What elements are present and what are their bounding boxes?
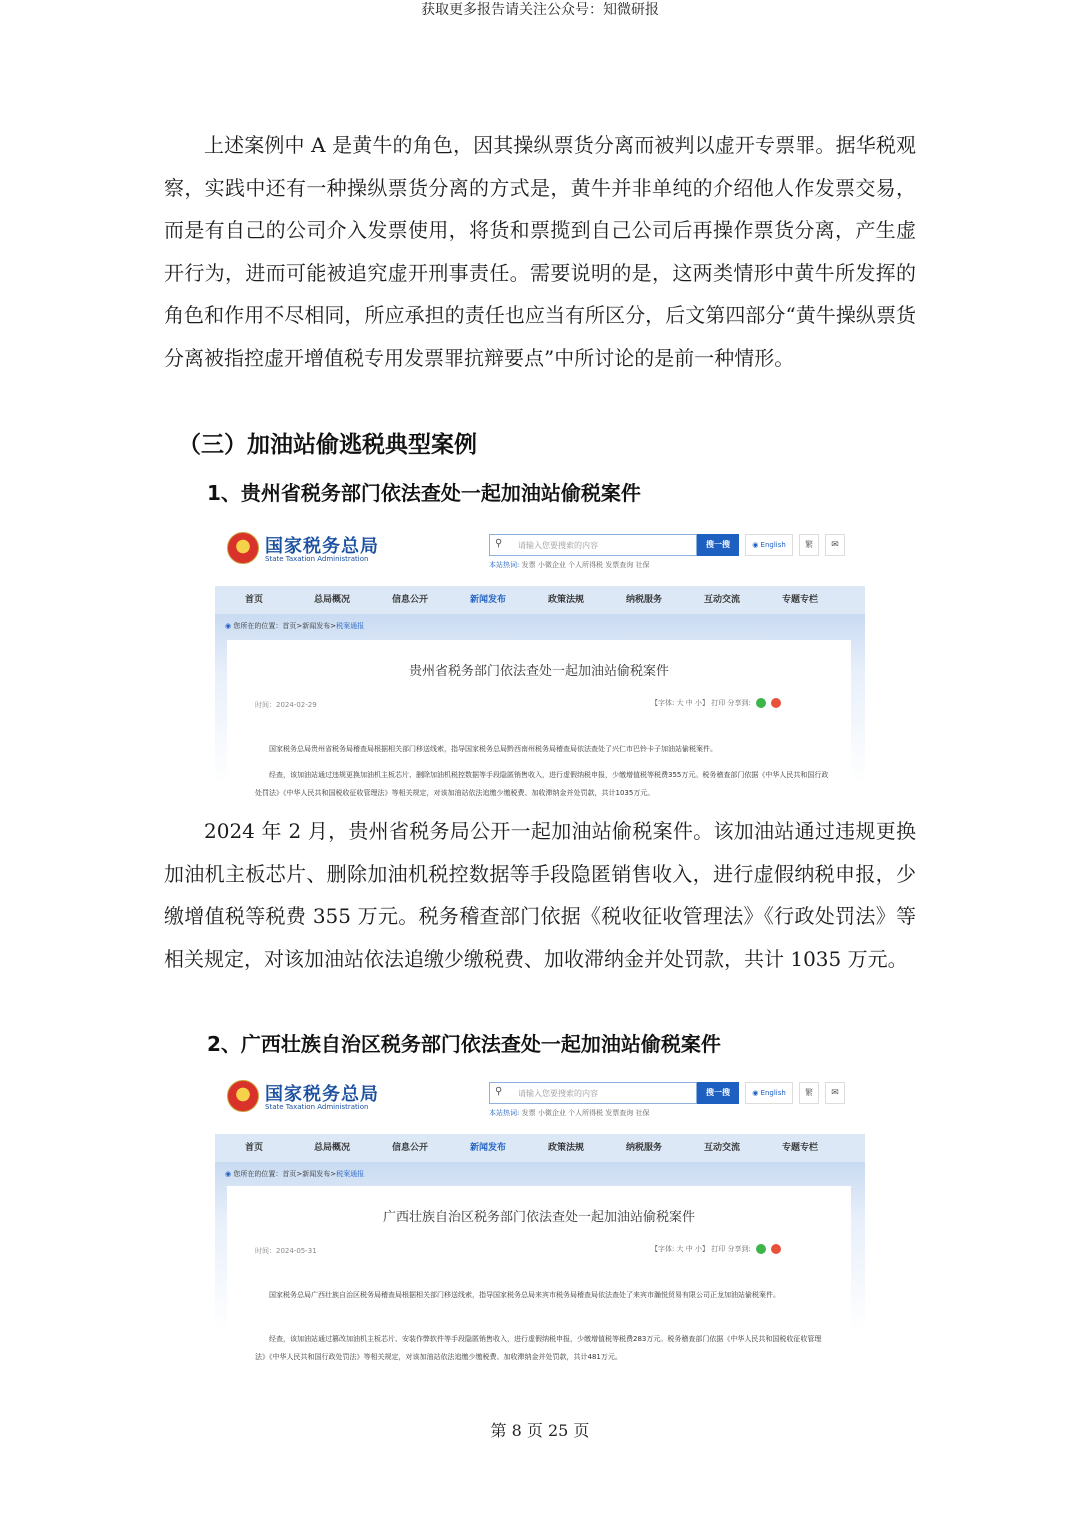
case-1-summary: 2024 年 2 月，贵州省税务局公开一起加油站偷税案件。该加油站通过违规更换加油机主板芯片、删除加油机税控数据等手段隐匿销售收入，进行虚假纳税申报，少缴增值税等税费 355 万元。税务稽查部门依据《税收征收管理法》《行政处罚法》等相关规定，对该加油站依法追缴少缴税费、加收滞纳金并处罚款，共计 1035 万元。	[164, 819, 916, 971]
hot-words	[489, 560, 650, 570]
breadcrumb-current[interactable]: 税案通报	[336, 1170, 365, 1178]
nav-item-disclosure[interactable]: 信息公开	[391, 1143, 428, 1153]
wechat-share-icon[interactable]	[756, 1244, 766, 1254]
article-paragraph-1: 国家税务总局广西壮族自治区税务局稽查局根据相关部门移送线索，指导国家税务总局来宾市税务局稽查局依法查处了来宾市瀚悦贸易有限公司正龙加油站偷税案件。	[269, 1291, 780, 1299]
national-emblem-icon	[227, 532, 259, 564]
article-tools	[651, 1244, 781, 1254]
case-1-heading: 1、贵州省税务部门依法查处一起加油站偷税案件	[207, 481, 641, 505]
font-size-and-print[interactable]: 【字体: 大 中 小】 打印 分享到:	[651, 699, 751, 707]
top-banner: 获取更多报告请关注公众号：知微研报	[421, 2, 659, 18]
hot-words-label: 本站热词:	[489, 1109, 520, 1117]
page-number: 第 8 页 25 页	[490, 1421, 590, 1440]
breadcrumb-prefix: 您所在的位置：	[233, 622, 283, 630]
english-label: English	[760, 541, 786, 549]
nav-item-topics[interactable]: 专题专栏	[781, 1143, 818, 1153]
search-button[interactable]: 搜一搜	[697, 534, 739, 556]
traditional-chinese-button[interactable]: 繁	[799, 534, 819, 556]
article-title: 广西壮族自治区税务部门依法查处一起加油站偷税案件	[382, 1210, 695, 1225]
nav-item-news[interactable]: 新闻发布	[469, 1143, 506, 1153]
paragraph-1: 上述案例中 A 是黄牛的角色，因其操纵票货分离而被判以虚开专票罪。据华税观察，实践中还有一种操纵票货分离的方式是，黄牛并非单纯的介绍他人作发票交易，而是有自己的公司介入发票使用，将货和票揽到自己公司后再操作票货分离，产生虚开行为，进而可能被追究虚开刑事责任。需要说明的是，这两类情形中黄牛所发挥的角色和作用不尽相同，所应承担的责任也应当有所区分，后文第四部分“黄牛操纵票货分离被指控虚开增值税专用发票罪抗辩要点”中所讨论的是前一种情形。	[164, 133, 916, 370]
article-paragraph-1: 国家税务总局贵州省税务局稽查局根据相关部门移送线索，指导国家税务总局黔西南州税务局稽查局依法查处了兴仁市巴铃卡子加油站偷税案件。	[269, 745, 717, 753]
article-date: 时间：2024-02-29	[255, 701, 317, 709]
national-emblem-icon	[227, 1080, 259, 1112]
location-pin-icon: ◉	[225, 1170, 232, 1178]
english-button[interactable]	[745, 534, 793, 556]
case-2-screenshot	[215, 1072, 865, 1370]
globe-icon: ◉	[752, 541, 759, 549]
site-logo-english: State Taxation Administration	[265, 555, 369, 563]
case-1-screenshot	[215, 524, 865, 802]
globe-icon: ◉	[752, 1089, 759, 1097]
article-tools	[651, 698, 781, 708]
site-logo[interactable]: 国家税务总局	[265, 1084, 379, 1105]
breadcrumb	[225, 1169, 364, 1179]
main-nav	[215, 586, 865, 614]
section-heading: （三）加油站偷逃税典型案例	[178, 432, 477, 458]
nav-item-disclosure[interactable]: 信息公开	[391, 595, 428, 605]
search-placeholder: 请输入您要搜索的内容	[518, 1089, 598, 1098]
article-paragraph-2: 经查，该加油站通过篡改加油机主板芯片、安装作弊软件等手段隐匿销售收入，进行虚假纳税申报，少缴增值税等税费283万元。税务稽查部门依据《中华人民共和国税收征收管理法》《中华人民共和国行政处罚法》等相关规定，对该加油站依法追缴少缴税费、加收滞纳金并处罚款，共计481万元。	[255, 1335, 822, 1361]
breadcrumb-current[interactable]: 税案通报	[336, 622, 365, 630]
article-date: 时间：2024-05-31	[255, 1247, 317, 1255]
site-header	[215, 524, 865, 586]
breadcrumb	[225, 621, 364, 631]
traditional-chinese-button[interactable]: 繁	[799, 1082, 819, 1104]
search-placeholder: 请输入您要搜索的内容	[518, 541, 598, 550]
weibo-share-icon[interactable]	[771, 698, 781, 708]
mail-icon[interactable]: ✉	[825, 1082, 845, 1104]
weibo-share-icon[interactable]	[771, 1244, 781, 1254]
nav-item-policy[interactable]: 政策法规	[547, 1143, 584, 1153]
search-button[interactable]: 搜一搜	[697, 1082, 739, 1104]
nav-item-topics[interactable]: 专题专栏	[781, 595, 818, 605]
mail-icon[interactable]: ✉	[825, 534, 845, 556]
main-nav	[215, 1134, 865, 1162]
location-pin-icon: ◉	[225, 622, 232, 630]
article-card	[227, 1186, 851, 1370]
article-card	[227, 640, 851, 802]
search-input[interactable]	[489, 1082, 697, 1104]
breadcrumb-prefix: 您所在的位置：	[233, 1170, 283, 1178]
font-size-and-print[interactable]: 【字体: 大 中 小】 打印 分享到:	[651, 1245, 751, 1253]
breadcrumb-path[interactable]: 首页>新闻发布>	[282, 622, 337, 630]
hot-words-label: 本站热词:	[489, 561, 520, 569]
nav-item-interaction[interactable]: 互动交流	[703, 595, 740, 605]
search-icon: ⚲	[495, 1086, 503, 1097]
nav-item-overview[interactable]: 总局概况	[313, 1143, 350, 1153]
nav-item-service[interactable]: 纳税服务	[625, 595, 662, 605]
nav-item-home[interactable]: 首页	[244, 595, 263, 605]
hot-words	[489, 1108, 650, 1118]
hot-words-list[interactable]: 发票 小微企业 个人所得税 发票查询 社保	[521, 1109, 650, 1117]
hot-words-list[interactable]: 发票 小微企业 个人所得税 发票查询 社保	[521, 561, 650, 569]
nav-item-home[interactable]: 首页	[244, 1143, 263, 1153]
nav-item-service[interactable]: 纳税服务	[625, 1143, 662, 1153]
case-2-heading: 2、广西壮族自治区税务部门依法查处一起加油站偷税案件	[207, 1032, 721, 1056]
site-logo[interactable]: 国家税务总局	[265, 536, 379, 557]
english-button[interactable]	[745, 1082, 793, 1104]
search-icon: ⚲	[495, 538, 503, 549]
article-title: 贵州省税务部门依法查处一起加油站偷税案件	[408, 664, 669, 679]
article-paragraph-2: 经查，该加油站通过违规更换加油机主板芯片、删除加油机税控数据等手段隐匿销售收入，进行虚假纳税申报，少缴增值税等税费355万元。税务稽查部门依据《中华人民共和国行政处罚法》《中华人民共和国税收征收管理法》等相关规定，对该加油站依法追缴少缴税费、加收滞纳金并处罚款，共计1035万元。	[255, 771, 829, 797]
nav-item-news[interactable]: 新闻发布	[469, 595, 506, 605]
search-input[interactable]	[489, 534, 697, 556]
nav-item-policy[interactable]: 政策法规	[547, 595, 584, 605]
nav-item-interaction[interactable]: 互动交流	[703, 1143, 740, 1153]
site-header	[215, 1072, 865, 1134]
site-logo-english: State Taxation Administration	[265, 1103, 369, 1111]
english-label: English	[760, 1089, 786, 1097]
breadcrumb-path[interactable]: 首页>新闻发布>	[282, 1170, 337, 1178]
nav-item-overview[interactable]: 总局概况	[313, 595, 350, 605]
wechat-share-icon[interactable]	[756, 698, 766, 708]
